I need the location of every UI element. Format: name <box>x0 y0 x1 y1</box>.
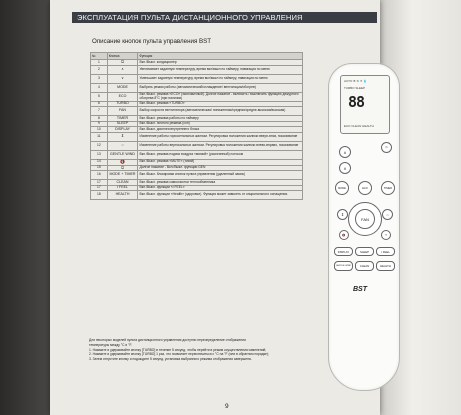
row-button: GENTLE WIND <box>107 150 138 159</box>
footer-line: температуры между °С и °F. <box>89 342 133 347</box>
row-description: Вкл./Выкл. дисплея внутреннего блока <box>138 127 303 133</box>
table-row <box>91 141 303 150</box>
remote-clean-button: CLEAN <box>355 261 374 271</box>
lcd-status: TURBO SLEEP <box>344 86 366 90</box>
lcd-functions: ECO CLEAN HEALTH <box>344 124 374 128</box>
row-number: 4 <box>91 83 108 92</box>
column-button: Кнопка <box>107 53 138 60</box>
remote-display-button: DISPLAY <box>334 247 353 256</box>
lcd-temperature: 88 <box>348 93 365 111</box>
table-row <box>91 132 303 141</box>
remote-eco-button: ECO <box>358 181 372 195</box>
remote-logo: BST <box>353 286 367 293</box>
row-button: TIMER <box>107 116 138 122</box>
row-button: FAN <box>107 107 138 116</box>
row-description: Вкл./Выкл. функции «Health» (здоровье). Функция может зависеть от опционального оснащения. <box>138 191 303 200</box>
row-description: Долгое нажатие - Вкл./Выкл. функции GEN <box>138 165 303 171</box>
remote-sleep-button: SLEEP <box>355 247 374 256</box>
remote-swing-h-button: ⇕ <box>337 209 348 220</box>
mute-icon: 🔇 <box>120 158 126 164</box>
remote-fan-button: FAN <box>355 209 375 229</box>
background-left <box>0 0 50 415</box>
row-description: Вкл./Выкл. режима самоочистки теплообменника <box>138 180 303 186</box>
page-subtitle: Описание кнопок пульта управления BST <box>92 38 212 45</box>
row-button: MODE <box>107 83 138 92</box>
remote-mode-button: MODE <box>335 181 349 195</box>
row-button <box>107 132 138 141</box>
remote-turbo-button: T <box>381 230 391 240</box>
row-description: Изменение работы вертикальных жалюзи. Регулировка положения жалюзи влево-вправо, покачивание <box>138 141 303 150</box>
row-description: Изменение работы горизонтальных жалюзи. Регулировка положения жалюзи вверх-вниз, покачивание <box>138 132 303 141</box>
table-row <box>91 83 303 92</box>
column-function: Функция <box>138 53 303 60</box>
table-row <box>91 150 303 159</box>
remote-swing-v-button: ⇔ <box>382 209 393 220</box>
row-number: 10 <box>91 127 108 133</box>
row-number: 11 <box>91 132 108 141</box>
row-number: 16 <box>91 171 108 180</box>
row-number: 5 <box>91 92 108 101</box>
row-description: Вкл./Выкл. режима работы по таймеру <box>138 116 303 122</box>
row-number: 12 <box>91 141 108 150</box>
row-button: DISPLAY <box>107 127 138 133</box>
remote-health-button: HEALTH <box>376 261 395 271</box>
row-number: 8 <box>91 116 108 122</box>
row-button: MODE + TIMER <box>107 171 138 180</box>
row-number: 18 <box>91 191 108 200</box>
row-description: Выбрать режим работы (автоматический/охлаждение/ вентиляция/обогрев) <box>138 83 303 92</box>
row-number: 15 <box>91 165 108 171</box>
swing-vertical-icon: ⇔ <box>120 142 125 148</box>
remote-mute-button: 🔇 <box>339 230 349 240</box>
row-number: 7 <box>91 107 108 116</box>
row-description: Вкл./Выкл. кондиционер <box>138 60 303 66</box>
table-row <box>91 171 303 180</box>
footer-line: 3. Затем отпустите кнопку и подождите 5 секунд, установка выбранного режима отображения завершена. <box>89 357 252 362</box>
remote-timer-button: TIMER <box>381 181 395 195</box>
section-header: ЭКСПЛУАТАЦИЯ ПУЛЬТА ДИСТАНЦИОННОГО УПРАВЛЕНИЯ <box>72 12 377 23</box>
row-button: CLEAN <box>107 180 138 186</box>
footer-notes <box>89 338 369 362</box>
remote-down-button: ∨ <box>339 162 351 174</box>
page-number: 9 <box>225 403 229 410</box>
row-button: ECO <box>107 92 138 101</box>
row-number: 3 <box>91 74 108 83</box>
row-description: Вкл./Выкл. режима «MUTE» (тихий) <box>138 159 303 165</box>
row-number: 17 <box>91 180 108 186</box>
table-row <box>91 74 303 83</box>
remote-lcd <box>340 75 390 134</box>
footer-line: 2. Нажмите и удерживайте кнопку [TURBO] 1 раз, что позволяет переключиться с °С на °F (или в обратном порядке); <box>89 352 269 357</box>
table-row <box>91 92 303 101</box>
lcd-mode-icons: AUTO ❄ ≋ ☀ 💧 <box>344 79 368 83</box>
remote-ifeel-button: I FEEL <box>376 247 395 256</box>
row-button: HEALTH <box>107 191 138 200</box>
buttons-table <box>90 52 303 200</box>
power-icon: ⏻ <box>120 59 125 64</box>
column-number: № <box>91 53 108 60</box>
remote-gentle-wind-button: GENTLE WIND <box>334 261 353 271</box>
row-button: ∧ <box>107 65 138 74</box>
row-number: 2 <box>91 65 108 74</box>
row-description: Увеличивает заданную температуру, время вкл/выкл по таймеру, навигация по меню <box>138 65 303 74</box>
row-button: TURBO <box>107 101 138 107</box>
row-button: ∨ <box>107 74 138 83</box>
row-number: 1 <box>91 60 108 66</box>
swing-horizontal-icon: ⇕ <box>120 133 125 139</box>
table-row <box>91 107 303 116</box>
row-description: Вкл./Выкл. блокировки кнопок пульта управления (удаленный замок) <box>138 171 303 180</box>
row-description: Вкл./Выкл. режима «ECO» (экономичный). Долгое нажатие - включить / выключить функцию дежурного обогрева 8°C (при наличии) <box>138 92 303 101</box>
row-description: Вкл./Выкл. ночного режима (сон) <box>138 121 303 127</box>
row-description: Вкл./Выкл. режима «TURBO» <box>138 101 303 107</box>
remote-up-button: ∧ <box>339 146 351 158</box>
row-button: I FEEL <box>107 185 138 191</box>
row-description: Вкл./Выкл. функции «I FEEL» <box>138 185 303 191</box>
row-description: Вкл./Выкл. режима подачи воздуха «мягкий» (рассеянный) потоком <box>138 150 303 159</box>
row-description: Уменьшает заданную температуру, время вкл/выкл по таймеру, навигация по меню <box>138 74 303 83</box>
row-button: SLEEP <box>107 121 138 127</box>
manual-page <box>50 0 393 415</box>
row-number: 13 <box>91 150 108 159</box>
row-number: 17 <box>91 185 108 191</box>
row-button <box>107 141 138 150</box>
table-row <box>91 191 303 200</box>
table-row <box>91 65 303 74</box>
row-number: 14 <box>91 159 108 165</box>
remote-power-button: ⏻ <box>381 142 392 153</box>
footer-line: 1. Нажмите и удерживайте кнопку [TURBO] в течение 5 секунд, чтобы перейти в режим осуществления изменений; <box>89 347 267 352</box>
footer-line: Для некоторых моделей пульта дистанционного управления доступно переопределение отображения <box>89 338 246 342</box>
row-number: 6 <box>91 101 108 107</box>
gen-icon: ⏻ <box>120 164 125 170</box>
row-number: 9 <box>91 121 108 127</box>
row-description: Выбор скорости вентилятора (автоматическая/ пониженная/средняя/средне-высокая/высокая) <box>138 107 303 116</box>
